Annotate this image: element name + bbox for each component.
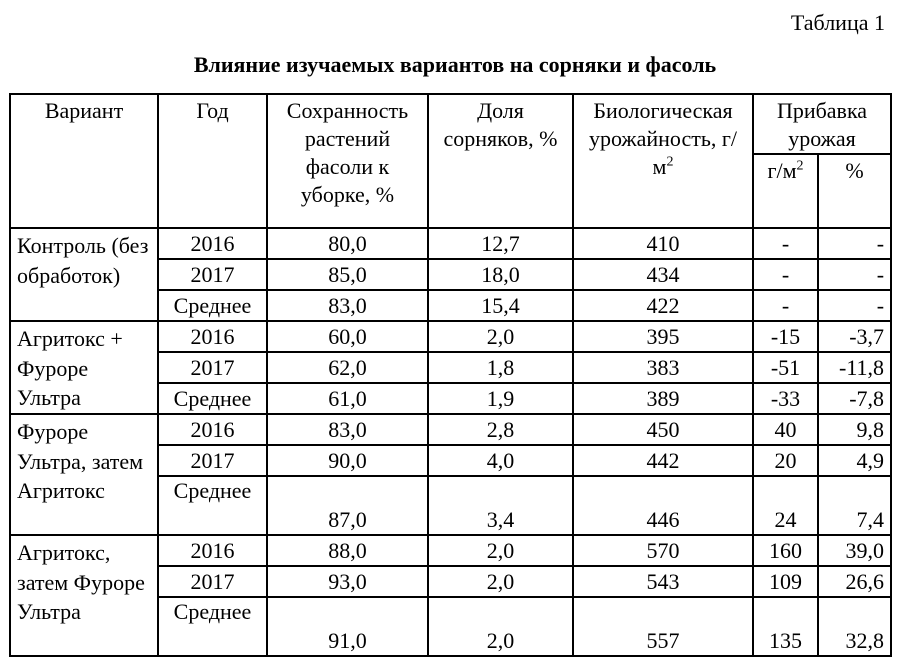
weed-share-cell: 18,0: [428, 259, 573, 290]
yield-cell: 442: [573, 445, 753, 476]
variant-cell: Фуроре Ультра, затем Агритокс: [10, 414, 158, 535]
year-cell: 2016: [158, 228, 267, 259]
header-variant: Вариант: [10, 94, 158, 228]
header-year: Год: [158, 94, 267, 228]
variant-cell: Агритокс + Фуроре Ультра: [10, 321, 158, 414]
table-row: [10, 414, 891, 445]
table-number: Таблица 1: [790, 10, 885, 35]
header-gain-pct: %: [818, 154, 891, 228]
weed-share-cell: 2,0: [428, 566, 573, 597]
gain-gm-cell: 160: [753, 535, 818, 566]
header-weed-share: Доля сорняков, %: [428, 94, 573, 228]
year-cell: Среднее: [158, 383, 267, 414]
survival-cell: 61,0: [267, 383, 428, 414]
survival-cell: 83,0: [267, 414, 428, 445]
survival-cell: 93,0: [267, 566, 428, 597]
table-row: [10, 321, 891, 352]
table-row: [10, 535, 891, 566]
year-cell: Среднее: [158, 290, 267, 321]
gain-gm-cell: 24: [753, 476, 818, 535]
year-cell: 2017: [158, 352, 267, 383]
yield-cell: 395: [573, 321, 753, 352]
gain-gm-cell: -51: [753, 352, 818, 383]
gain-gm-cell: -: [753, 290, 818, 321]
survival-cell: 83,0: [267, 290, 428, 321]
gain-gm-cell: 109: [753, 566, 818, 597]
gain-pct-cell: -: [818, 290, 891, 321]
header-gain-gm: $г/м^2$: [753, 154, 818, 228]
gain-gm-cell: 135: [753, 597, 818, 656]
results-table: [9, 93, 892, 657]
gain-pct-cell: 39,0: [818, 535, 891, 566]
survival-cell: 88,0: [267, 535, 428, 566]
table-row: [10, 228, 891, 259]
weed-share-cell: 15,4: [428, 290, 573, 321]
yield-cell: 450: [573, 414, 753, 445]
weed-share-cell: 1,9: [428, 383, 573, 414]
survival-cell: 90,0: [267, 445, 428, 476]
weed-share-cell: 1,8: [428, 352, 573, 383]
yield-cell: 422: [573, 290, 753, 321]
gain-gm-cell: 40: [753, 414, 818, 445]
gain-pct-cell: 4,9: [818, 445, 891, 476]
weed-share-cell: 3,4: [428, 476, 573, 535]
variant-cell: Агритокс, затем Фуроре Ультра: [10, 535, 158, 656]
gain-gm-cell: -: [753, 259, 818, 290]
table-title: Влияние изучаемых вариантов на сорняки и фасоль: [193, 52, 717, 77]
gain-gm-cell: -33: [753, 383, 818, 414]
survival-cell: 85,0: [267, 259, 428, 290]
survival-cell: 91,0: [267, 597, 428, 656]
weed-share-cell: 2,0: [428, 321, 573, 352]
year-cell: 2017: [158, 566, 267, 597]
yield-cell: 410: [573, 228, 753, 259]
survival-cell: 87,0: [267, 476, 428, 535]
gain-pct-cell: 32,8: [818, 597, 891, 656]
year-cell: 2016: [158, 535, 267, 566]
gain-pct-cell: -7,8: [818, 383, 891, 414]
gain-gm-cell: 20: [753, 445, 818, 476]
yield-cell: 557: [573, 597, 753, 656]
weed-share-cell: 12,7: [428, 228, 573, 259]
header-survival: Сохранность растений фасоли к уборке, %: [267, 94, 428, 228]
year-cell: 2017: [158, 259, 267, 290]
yield-cell: 570: [573, 535, 753, 566]
yield-cell: 389: [573, 383, 753, 414]
gain-gm-cell: -: [753, 228, 818, 259]
year-cell: Среднее: [158, 476, 267, 535]
year-cell: 2017: [158, 445, 267, 476]
gain-pct-cell: 7,4: [818, 476, 891, 535]
weed-share-cell: 2,0: [428, 535, 573, 566]
gain-gm-cell: -15: [753, 321, 818, 352]
survival-cell: 60,0: [267, 321, 428, 352]
weed-share-cell: 2,0: [428, 597, 573, 656]
gain-pct-cell: -: [818, 228, 891, 259]
yield-cell: 383: [573, 352, 753, 383]
gain-pct-cell: 9,8: [818, 414, 891, 445]
weed-share-cell: 2,8: [428, 414, 573, 445]
header-bio-yield: Биологическая урожайность, $г/м^2$: [573, 94, 753, 228]
year-cell: Среднее: [158, 597, 267, 656]
year-cell: 2016: [158, 414, 267, 445]
weed-share-cell: 4,0: [428, 445, 573, 476]
header-gain: Прибавка урожая: [753, 94, 891, 154]
survival-cell: 80,0: [267, 228, 428, 259]
survival-cell: 62,0: [267, 352, 428, 383]
yield-cell: 446: [573, 476, 753, 535]
gain-pct-cell: 26,6: [818, 566, 891, 597]
gain-pct-cell: -3,7: [818, 321, 891, 352]
yield-cell: 543: [573, 566, 753, 597]
year-cell: 2016: [158, 321, 267, 352]
gain-pct-cell: -: [818, 259, 891, 290]
gain-pct-cell: -11,8: [818, 352, 891, 383]
yield-cell: 434: [573, 259, 753, 290]
variant-cell: Контроль (без обработок): [10, 228, 158, 321]
